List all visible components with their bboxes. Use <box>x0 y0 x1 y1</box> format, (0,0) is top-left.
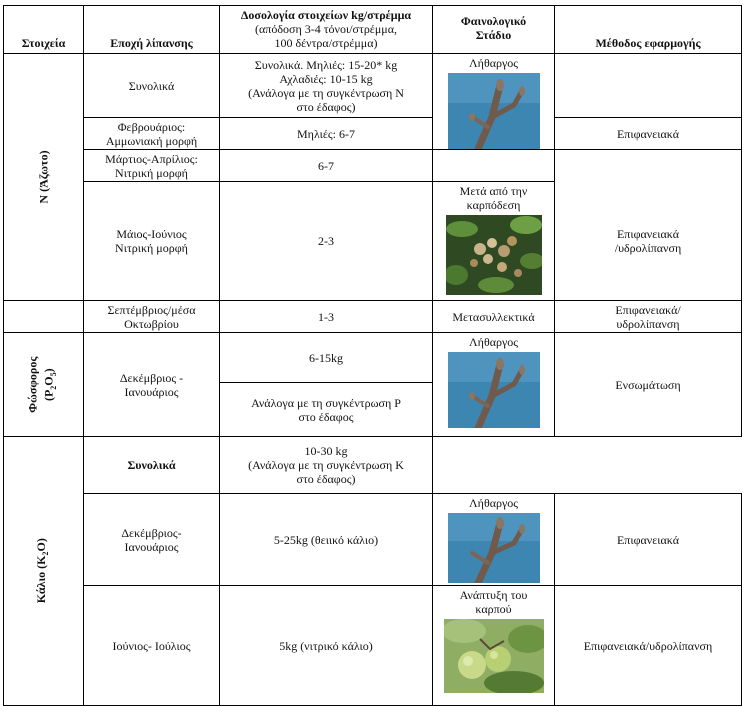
phosphorus-formula-sub: 2 <box>49 385 59 390</box>
n-r4-season-line: Νιτρική μορφή <box>115 241 188 255</box>
table-row <box>4 494 742 586</box>
dormant-bud-photo <box>448 73 540 149</box>
k-r2-dose: 5-25kg (θειικό κάλιο) <box>220 494 433 586</box>
k-r3-phase <box>433 586 555 706</box>
n-r3-method <box>555 150 742 182</box>
p-dose-a: 6-15kg <box>220 333 433 383</box>
table-row <box>4 301 742 333</box>
n-r5-method <box>555 301 742 333</box>
header-dose <box>220 6 433 54</box>
k-r1-dose-line: (Ανάλογα με τη συγκέντρωση Κ <box>248 458 404 472</box>
n-r5-season-line: Οκτωβρίου <box>124 316 179 331</box>
k-r3-season: Ιούνιος- Ιούλιος <box>84 586 220 706</box>
phosphorus-formula-part: O <box>41 376 56 386</box>
k-r2-season-line: Ιανουάριος <box>124 539 179 554</box>
n-r4-season-line: Μάιος-Ιούνιος <box>116 227 187 241</box>
phosphorus-formula-sub: 5 <box>49 372 59 377</box>
header-dose-title: Δοσολογία στοιχείων kg/στρέμμα <box>240 8 412 22</box>
phosphorus-name: Φώσφορος <box>25 356 40 413</box>
fertilization-table <box>3 5 742 706</box>
p-season-line: Ιανουάριος <box>124 384 179 399</box>
nitrogen-label: Ν (Άζωτο) <box>36 150 51 204</box>
n-r4-phase-line: καρπόδεση <box>466 198 521 212</box>
k-r3-phase-line: καρπού <box>475 602 512 616</box>
header-season: Εποχή λίπανσης <box>84 6 220 54</box>
n-r4-method-line: Επιφανειακά <box>616 226 680 241</box>
potassium-label-cell <box>4 437 84 706</box>
n-r3-phase <box>433 150 555 182</box>
header-phase-1: Φαινολογικό <box>460 14 527 28</box>
phosphorus-formula-part: ) <box>41 368 56 373</box>
table-row <box>4 437 742 494</box>
header-element: Στοιχεία <box>4 6 84 54</box>
n-r2-dose: Μηλιές: 6-7 <box>220 118 433 150</box>
p-season <box>84 333 220 437</box>
phosphorus-label-cell <box>4 333 84 437</box>
k-r2-phase-label: Λήθαργος <box>468 496 519 510</box>
phosphorus-formula-part: (P <box>41 389 56 401</box>
phosphorus-label <box>25 356 62 412</box>
dormant-bud-photo <box>448 352 540 428</box>
k-r1-dose <box>220 437 433 494</box>
p-phase <box>433 333 555 437</box>
p-dose-b-line: στο έδαφος <box>298 409 354 424</box>
fruit-set-photo <box>446 215 542 295</box>
potassium-label-sub: 2 <box>41 551 51 556</box>
n-r1-method <box>555 54 742 118</box>
k-r2-season-line: Δεκέμβριος- <box>121 525 182 540</box>
k-r1-season: Συνολικά <box>84 437 220 494</box>
potassium-label-part: O) <box>33 538 48 552</box>
n-r4-method-line: /υδρολίπανση <box>614 240 682 255</box>
potassium-label-part: Κάλιο (K <box>33 555 48 604</box>
n-r5-method-line: υδρολίπανση <box>616 316 680 331</box>
n-r4-dose: 2-3 <box>220 182 433 301</box>
header-dose-sub2: 100 δέντρα/στρέμμα) <box>274 36 378 50</box>
header-phase-2: Στάδιο <box>475 28 512 42</box>
n-r1-phase-label: Λήθαργος <box>468 56 519 70</box>
table-row <box>4 150 742 182</box>
k-r3-phase-line: Ανάπτυξη του <box>459 588 528 602</box>
k-r3-method: Επιφανειακά/υδρολίπανση <box>555 586 742 706</box>
k-r1-dose-line: στο έδαφος) <box>296 472 356 486</box>
k-r2-method: Επιφανειακά <box>555 494 742 586</box>
table-row <box>4 333 742 383</box>
table-row <box>4 118 742 150</box>
n-r5-element <box>4 301 84 333</box>
n-r5-phase: Μετασυλλεκτικά <box>433 301 555 333</box>
fruit-growth-photo <box>444 619 544 693</box>
header-dose-sub1: (απόδοση 3-4 τόνοι/στρέμμα, <box>254 22 398 36</box>
header-phase <box>433 6 555 54</box>
p-season-line: Δεκέμβριος - <box>119 370 184 385</box>
n-r5-method-line: Επιφανειακά/ <box>615 302 681 317</box>
n-r4-phase-line: Μετά από την <box>459 184 528 198</box>
n-r1-dose <box>220 54 433 118</box>
n-r1-dose-line: (Ανάλογα με τη συγκέντρωση Ν <box>248 85 404 100</box>
n-r2-season-line: Αμμωνιακή μορφή <box>105 133 198 148</box>
k-r1-dose-line: 10-30 kg <box>304 444 348 458</box>
n-r1-season: Συνολικά <box>84 54 220 118</box>
header-row <box>4 6 742 54</box>
k-r3-dose: 5kg (νιτρικό κάλιο) <box>220 586 433 706</box>
n-r3-season-line: Νιτρική μορφή <box>115 165 188 180</box>
table-row <box>4 182 742 301</box>
n-r3-season <box>84 150 220 182</box>
n-r1-phase <box>433 54 555 150</box>
n-r2-season <box>84 118 220 150</box>
n-r1-dose-line: στο έδαφος) <box>296 99 356 114</box>
nitrogen-label-cell <box>4 54 84 301</box>
n-r3-season-line: Μάρτιος-Απρίλιος: <box>105 151 198 166</box>
n-r3-dose: 6-7 <box>220 150 433 182</box>
potassium-label <box>34 538 53 603</box>
k-r1-empty <box>433 437 742 494</box>
table-row <box>4 586 742 706</box>
n-r5-dose: 1-3 <box>220 301 433 333</box>
n-r4-season <box>84 182 220 301</box>
n-r5-season <box>84 301 220 333</box>
n-r1-dose-line: Αχλαδιές: 10-15 kg <box>279 71 373 86</box>
n-r4-phase <box>433 182 555 301</box>
n-r1-dose-line: Συνολικά. Μηλιές: 15-20* kg <box>254 57 398 72</box>
table-row <box>4 54 742 118</box>
p-dose-b-line: Ανάλογα με τη συγκέντρωση Ρ <box>251 395 401 410</box>
k-r2-season <box>84 494 220 586</box>
n-r2-method: Επιφανειακά <box>555 118 742 150</box>
header-method: Μέθοδος εφαρμογής <box>555 6 742 54</box>
k-r2-phase <box>433 494 555 586</box>
n-r4-method <box>555 182 742 301</box>
p-method: Ενσωμάτωση <box>555 333 742 437</box>
n-r2-season-line: Φεβρουάριος: <box>117 119 186 134</box>
p-phase-label: Λήθαργος <box>468 335 519 349</box>
dormant-bud-photo <box>448 513 540 583</box>
n-r5-season-line: Σεπτέμβριος/μέσα <box>107 302 196 317</box>
p-dose-b <box>220 383 433 437</box>
